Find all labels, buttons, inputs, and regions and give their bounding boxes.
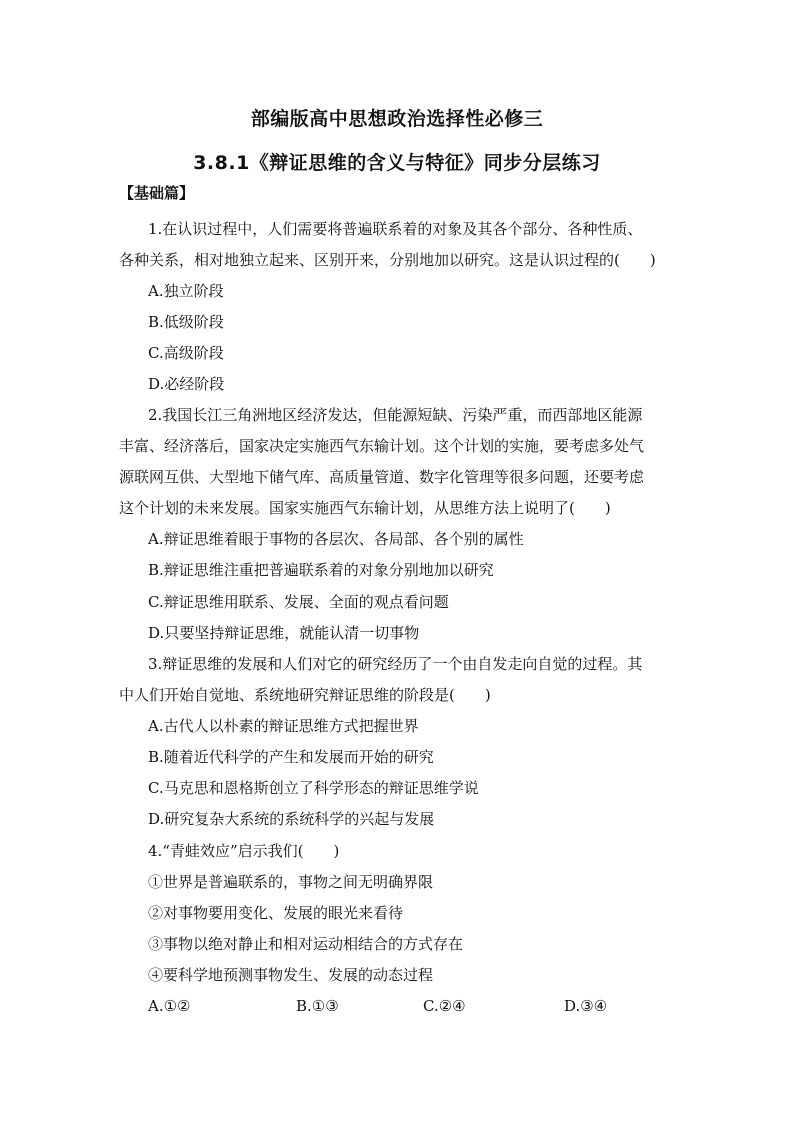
question-4-statement-2: ②对事物要用变化、发展的眼光来看待 xyxy=(148,904,404,922)
question-2-line-1: 2.我国长江三角洲地区经济发达，但能源短缺、污染严重，而西部地区能源 xyxy=(148,406,643,424)
section-label: 【基础篇】 xyxy=(119,184,195,202)
question-3-option-a: A.古代人以朴素的辩证思维方式把握世界 xyxy=(148,717,419,735)
question-2-line-2: 丰富、经济落后，国家决定实施西气东输计划。这个计划的实施，要考虑多处气 xyxy=(119,437,645,455)
question-2-option-c: C.辩证思维用联系、发展、全面的观点看问题 xyxy=(148,593,449,611)
question-1-line-1: 1.在认识过程中，人们需要将普遍联系着的对象及其各个部分、各种性质、 xyxy=(148,220,643,238)
question-3-option-d: D.研究复杂大系统的系统科学的兴起与发展 xyxy=(148,810,435,828)
question-4-statement-3: ③事物以绝对静止和相对运动相结合的方式存在 xyxy=(148,935,464,953)
question-3-option-c: C.马克思和恩格斯创立了科学形态的辩证思维学说 xyxy=(148,779,479,797)
document-subtitle: 3.8.1《辩证思维的含义与特征》同步分层练习 xyxy=(193,152,601,174)
question-2-line-3: 源联网互供、大型地下储气库、高质量管道、数字化管理等很多问题，还要考虑 xyxy=(119,468,645,486)
question-4-statement-4: ④要科学地预测事物发生、发展的动态过程 xyxy=(148,966,434,984)
question-3-line-1: 3.辩证思维的发展和人们对它的研究经历了一个由自发走向自觉的过程。其 xyxy=(148,655,643,673)
question-1-option-b: B.低级阶段 xyxy=(148,313,224,331)
question-4-option-d: D.③④ xyxy=(564,997,608,1015)
document-title: 部编版高中思想政治选择性必修三 xyxy=(250,108,544,130)
question-1-option-c: C.高级阶段 xyxy=(148,344,224,362)
question-3-option-b: B.随着近代科学的产生和发展而开始的研究 xyxy=(148,748,434,766)
question-4-statement-1: ①世界是普遍联系的，事物之间无明确界限 xyxy=(148,873,434,891)
question-2-option-a: A.辩证思维着眼于事物的各层次、各局部、各个别的属性 xyxy=(148,530,524,548)
question-1-option-d: D.必经阶段 xyxy=(148,375,225,393)
question-3-line-2: 中人们开始自觉地、系统地研究辩证思维的阶段是( ) xyxy=(119,686,491,704)
question-4-option-c: C.②④ xyxy=(423,997,466,1015)
question-1-option-a: A.独立阶段 xyxy=(148,282,224,300)
question-2-line-4: 这个计划的未来发展。国家实施西气东输计划，从思维方法上说明了( ) xyxy=(119,499,611,517)
question-4-option-a: A.①② xyxy=(148,997,191,1015)
question-4-option-b: B.①③ xyxy=(296,997,339,1015)
question-2-option-d: D.只要坚持辩证思维，就能认清一切事物 xyxy=(148,624,420,642)
question-4-line-1: 4.“青蛙效应”启示我们( ) xyxy=(148,842,340,860)
question-2-option-b: B.辩证思维注重把普遍联系着的对象分别地加以研究 xyxy=(148,561,494,579)
question-1-line-2: 各种关系，相对地独立起来、区别开来，分别地加以研究。这是认识过程的( ) xyxy=(119,251,656,269)
